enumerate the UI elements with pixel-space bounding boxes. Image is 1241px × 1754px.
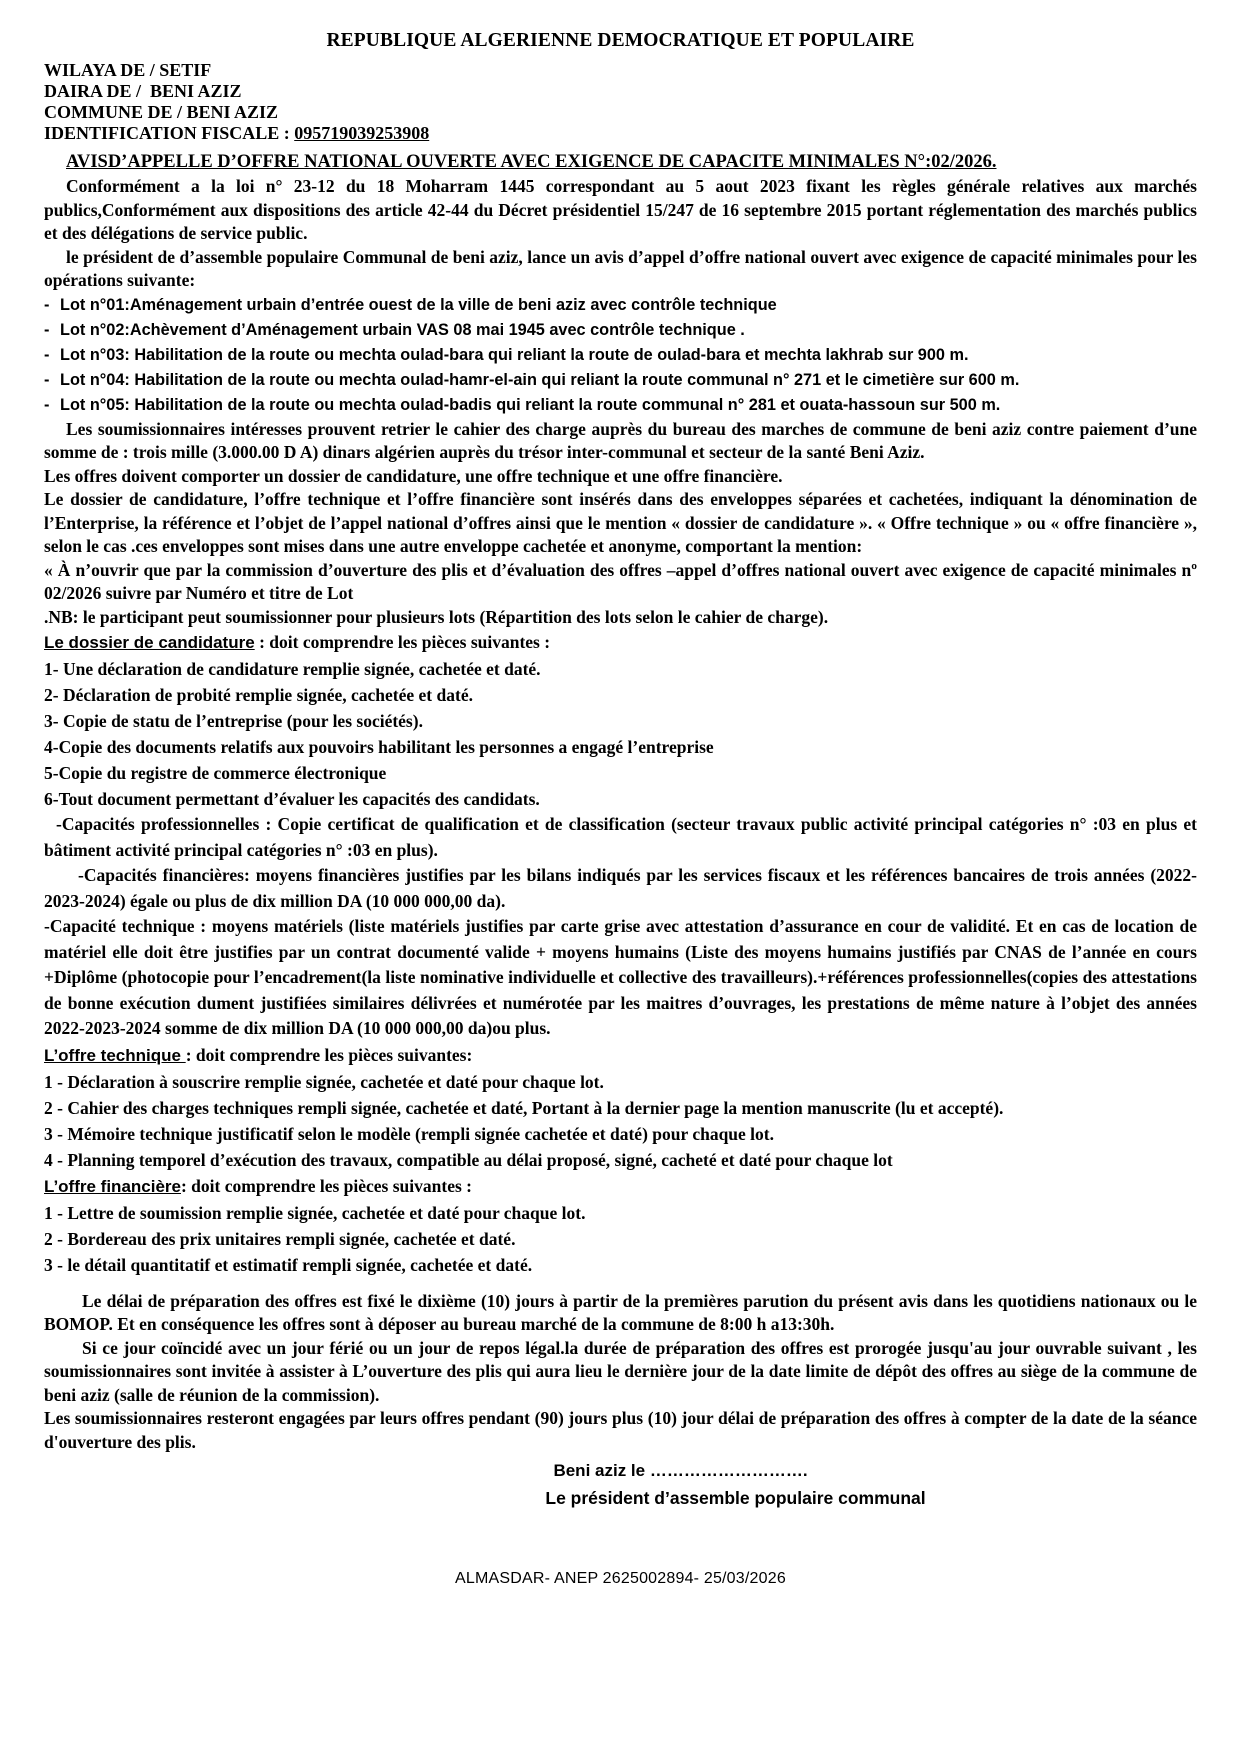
section-heading-rest: : doit comprendre les pièces suivantes : [180, 1175, 472, 1196]
lot-dash: - [44, 395, 50, 414]
fiscal-identification-line [44, 123, 1197, 144]
offre-financiere-items [44, 1200, 1197, 1278]
lot-text: Lot n°03: Habilitation de la route ou mechta oulad-bara qui reliant la route de oulad-bara et mechta lakhrab sur 900 m. [60, 345, 969, 364]
fiscal-number: 095719039253908 [294, 123, 430, 143]
list-item [44, 343, 1197, 368]
signature-title: Le président d’assemble populaire communal [545, 1488, 926, 1508]
capacite-technique: -Capacité technique : moyens matériels (liste matériels justifies par carte grise avec attestation d’assurance en cour de validité. Et en cas de location de matériel elle doit être justifies par un contrat documenté valide + moyens humains (Liste des moyens humains justifiés par CNAS de l’année en cours +Diplôme (photocopie pour l’encadrement(la liste nominative individuelle et collective des travailleurs).+références professionnelles(copies des attestations de bonne exécution dument justifiées similaires délivrées et numérotée par les maitres d’ouvrages, les prestations de même nature à l’objet des années 2022-2023-2024 somme de dix million DA (10 000 000,00 da)ou plus. [44, 916, 1197, 1038]
candidature-items [44, 656, 1197, 812]
paragraph-delai-preparation: Le délai de préparation des offres est fixé le dixième (10) jours à partir de la premières parution du présent avis dans les quotidiens nationaux ou le BOMOP. Et en conséquence les offres sont à déposer au bureau marché de la commune de 8:00 h a13:30h. [44, 1290, 1197, 1334]
lot-dash: - [44, 295, 50, 314]
lot-dash: - [44, 370, 50, 389]
commune-line: COMMUNE DE / BENI AZIZ [44, 102, 279, 122]
daira-line: DAIRA DE / BENI AZIZ [44, 81, 242, 101]
list-item: 4 - Planning temporel d’exécution des travaux, compatible au délai proposé, signé, cacheté et daté pour chaque lot [44, 1149, 893, 1170]
list-item: 1- Une déclaration de candidature remplie signée, cachetée et daté. [44, 659, 541, 679]
footer-reference: ALMASDAR- ANEP 2625002894- 25/03/2026 [455, 1570, 786, 1587]
paragraph-nb-lots: .NB: le participant peut soumissionner pour plusieurs lots (Répartition des lots selon le cahier de charge). [44, 606, 829, 627]
section-label: Le dossier de candidature [44, 633, 255, 652]
list-item: 2 - Bordereau des prix unitaires rempli signée, cachetée et daté. [44, 1228, 516, 1249]
signature-place-date: Beni aziz le ………………………. [553, 1461, 808, 1480]
section-label: L’offre financière [44, 1176, 181, 1196]
lot-dash: - [44, 320, 50, 339]
paragraph-engagement-offres: Les soumissionnaires resteront engagées par leurs offres pendant (90) jours plus (10) jour délai de préparation des offres à compter de la date de la séance d'ouverture des plis. [44, 1408, 1197, 1452]
capacites-professionnelles: -Capacités professionnelles : Copie certificat de qualification et de classification (secteur travaux public activité principal catégories n° :03 en plus et bâtiment activité principal catégories n° :03 en plus). [44, 814, 1197, 860]
notice-title: AVISD’APPELLE D’OFFRE NATIONAL OUVERTE AVEC EXIGENCE DE CAPACITE MINIMALES N°:02/2026. [66, 152, 997, 172]
section-heading-offre-technique [44, 1042, 1197, 1069]
list-item [44, 393, 1197, 418]
lot-text: Lot n°01:Aménagement urbain d’entrée ouest de la ville de beni aziz avec contrôle technique [60, 295, 777, 314]
organization-block [44, 60, 1197, 144]
paragraph-mention-enveloppe: « À n’ouvrir que par la commission d’ouverture des plis et d’évaluation des offres –appel d’offres national ouvert avec exigence de capacité minimales nº 02/2026 suivre par Numéro et titre de Lot [44, 559, 1197, 603]
list-item [44, 318, 1197, 343]
fiscal-label: IDENTIFICATION FISCALE : [44, 123, 295, 143]
list-item [44, 293, 1197, 318]
list-item: 1 - Lettre de soumission remplie signée, cachetée et daté pour chaque lot. [44, 1202, 586, 1223]
lot-text: Lot n°02:Achèvement d’Aménagement urbain VAS 08 mai 1945 avec contrôle technique . [60, 320, 745, 339]
offre-technique-items [44, 1069, 1197, 1173]
page-title: REPUBLIQUE ALGERIENNE DEMOCRATIQUE ET POPULAIRE [326, 30, 915, 51]
list-item [44, 368, 1197, 393]
section-heading-offre-financiere [44, 1173, 1197, 1200]
list-item: 3- Copie de statu de l’entreprise (pour les sociétés). [44, 711, 423, 731]
intro-paragraph-law: Conformément a la loi n° 23-12 du 18 Moharram 1445 correspondant au 5 aout 2023 fixant les règles générale relatives aux marchés publics,Conformément aux dispositions des article 42-44 du Décret présidentiel 15/247 de 16 septembre 2015 portant réglementation des marchés publics et des délégations de service public. [44, 176, 1197, 243]
paragraph-jour-ferie: Si ce jour coïncidé avec un jour férié ou un jour de repos légal.la durée de préparation des offres est prorogée jusqu'au jour ouvrable suivant , les soumissionnaires sont invitée à assister à L’ouverture des plis qui aura lieu le dernière jour de la date limite de dépôt des offres au siège de la commune de beni aziz (salle de réunion de la commission). [44, 1337, 1197, 1405]
intro-paragraph-president: le président de d’assemble populaire Communal de beni aziz, lance un avis d’appel d’offre national ouvert avec exigence de capacité minimales pour les opérations suivante: [44, 246, 1197, 290]
lots-list [44, 293, 1197, 418]
section-heading-dossier-candidature [44, 629, 1197, 656]
list-item: 2 - Cahier des charges techniques rempli signée, cachetée et daté, Portant à la dernier page la mention manuscrite (lu et accepté). [44, 1097, 1004, 1118]
list-item: 5-Copie du registre de commerce électronique [44, 763, 387, 783]
wilaya-line: WILAYA DE / SETIF [44, 60, 212, 80]
lot-text: Lot n°05: Habilitation de la route ou mechta oulad-badis qui reliant la route communal n° 281 et ouata-hassoun sur 500 m. [60, 395, 1001, 414]
list-item: 1 - Déclaration à souscrire remplie signée, cachetée et daté pour chaque lot. [44, 1071, 604, 1092]
list-item: 4-Copie des documents relatifs aux pouvoirs habilitant les personnes a engagé l’entreprise [44, 737, 714, 757]
lot-dash: - [44, 345, 50, 364]
section-heading-rest: : doit comprendre les pièces suivantes : [254, 632, 551, 652]
list-item: 3 - le détail quantitatif et estimatif rempli signée, cachetée et daté. [44, 1254, 533, 1275]
paragraph-offres-composition: Les offres doivent comporter un dossier de candidature, une offre technique et une offre financière. [44, 465, 783, 486]
list-item: 2- Déclaration de probité remplie signée, cachetée et daté. [44, 685, 473, 705]
list-item: 6-Tout document permettant d’évaluer les capacités des candidats. [44, 789, 540, 809]
paragraph-cahier-retrait: Les soumissionnaires intéresses prouvent retrier le cahier des charge auprès du bureau des marches de commune de beni aziz contre paiement d’une somme de : trois mille (3.000.00 D A) dinars algérien auprès du trésor inter-communal et secteur de la santé Beni Aziz. [44, 418, 1197, 462]
signature-block [44, 1458, 1197, 1512]
lot-text: Lot n°04: Habilitation de la route ou mechta oulad-hamr-el-ain qui reliant la route communal n° 271 et le cimetière sur 600 m. [60, 370, 1020, 389]
spacer [44, 1278, 1197, 1290]
paragraph-enveloppes: Le dossier de candidature, l’offre technique et l’offre financière sont insérés dans des enveloppes séparées et cachetées, indiquant la dénomination de l’Enterprise, la référence et l’objet de l’appel national d’offres ainsi que le mention « dossier de candidature ». « Offre technique » ou « offre financière », selon le cas .ces enveloppes sont mises dans une autre enveloppe cachetée et anonyme, comportant la mention: [44, 489, 1197, 556]
section-label: L’offre technique [44, 1045, 186, 1065]
section-heading-rest: : doit comprendre les pièces suivantes: [185, 1044, 473, 1065]
capacites-financieres: -Capacités financières: moyens financières justifies par les bilans indiqués par les services fiscaux et les références bancaires de trois années (2022-2023-2024) égale ou plus de dix million DA (10 000 000,00 da). [44, 865, 1197, 911]
list-item: 3 - Mémoire technique justificatif selon le modèle (rempli signée cachetée et daté) pour chaque lot. [44, 1123, 774, 1144]
